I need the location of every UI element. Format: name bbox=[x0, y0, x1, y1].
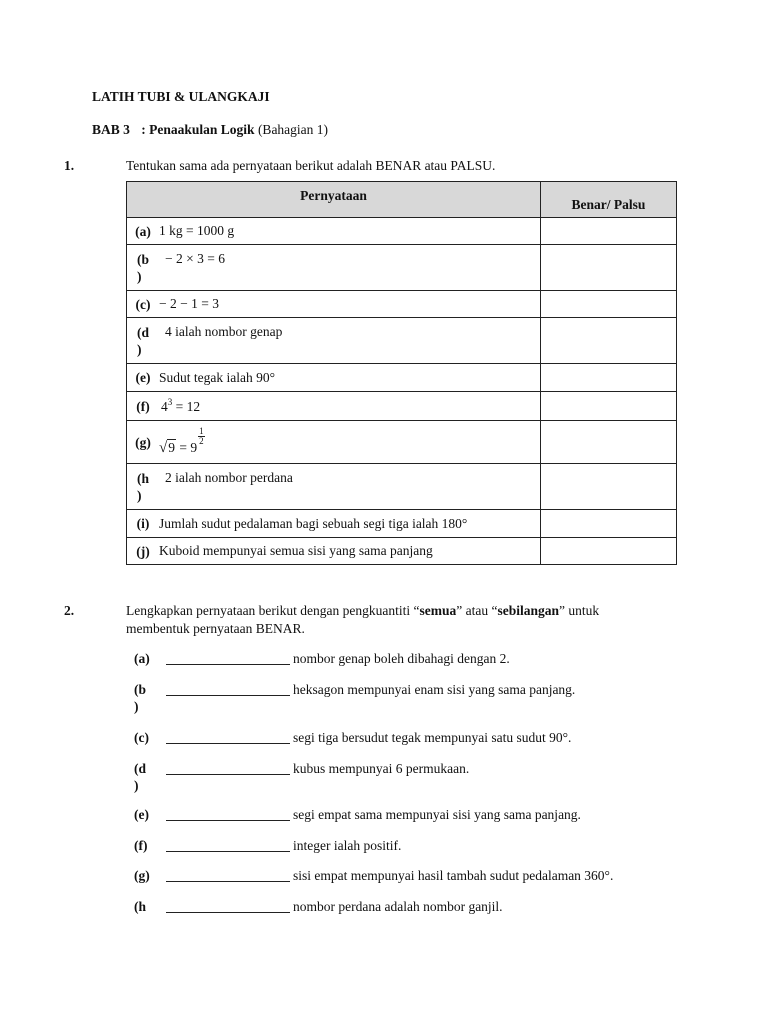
row-statement: 4 ialah nombor genap bbox=[165, 324, 283, 339]
statement-table bbox=[126, 181, 677, 565]
answer-cell[interactable] bbox=[541, 364, 677, 392]
answer-cell[interactable] bbox=[541, 318, 677, 364]
table-row bbox=[127, 364, 677, 392]
table-header-row bbox=[127, 182, 677, 218]
item-text: nombor genap boleh dibahagi dengan 2. bbox=[293, 651, 510, 666]
row-label: (j) bbox=[136, 543, 150, 559]
row-statement: Kuboid mempunyai semua sisi yang sama panjang bbox=[159, 543, 433, 558]
row-statement: √9 = 9 $\frac{1}{2}$ bbox=[159, 426, 204, 456]
table-row bbox=[127, 392, 677, 421]
keyword-sebilangan: sebilangan bbox=[497, 603, 560, 618]
answer-blank[interactable] bbox=[166, 867, 290, 882]
row-label: (i) bbox=[136, 516, 150, 531]
q1-instruction: Tentukan sama ada pernyataan berikut adalah BENAR atau PALSU. bbox=[126, 158, 496, 173]
chapter-heading bbox=[92, 122, 328, 138]
row-label: (a) bbox=[135, 223, 151, 239]
table-row bbox=[127, 538, 677, 565]
answer-cell[interactable] bbox=[541, 218, 677, 245]
q2-instruction-line2: membentuk pernyataan BENAR. bbox=[126, 621, 305, 636]
answer-cell[interactable] bbox=[541, 291, 677, 318]
item-text: segi tiga bersudut tegak mempunyai satu sudut 90°. bbox=[293, 730, 572, 745]
row-statement: Sudut tegak ialah 90° bbox=[159, 369, 276, 385]
answer-cell[interactable] bbox=[541, 464, 677, 510]
keyword-semua: semua bbox=[419, 603, 457, 618]
row-label: (c) bbox=[135, 296, 151, 312]
answer-cell[interactable] bbox=[541, 245, 677, 291]
item-label: (a) bbox=[134, 651, 150, 666]
item-label: (h bbox=[134, 899, 147, 914]
item-text: heksagon mempunyai enam sisi yang sama panjang. bbox=[293, 682, 576, 697]
table-row bbox=[127, 245, 677, 291]
answer-cell[interactable] bbox=[541, 510, 677, 538]
table-row bbox=[127, 218, 677, 245]
table-row bbox=[127, 421, 677, 464]
row-statement: 1 kg = 1000 g bbox=[159, 223, 235, 238]
answer-blank[interactable] bbox=[166, 806, 290, 821]
item-label: (d ) bbox=[134, 761, 147, 793]
answer-blank[interactable] bbox=[166, 650, 290, 665]
row-statement: − 2 − 1 = 3 bbox=[159, 296, 219, 311]
chapter-separator: : bbox=[141, 122, 146, 137]
fraction-exponent: $\frac{1}{2}$ bbox=[199, 426, 204, 446]
row-statement: − 2 × 3 = 6 bbox=[165, 251, 225, 266]
row-label: (g) bbox=[135, 434, 151, 450]
item-text: integer ialah positif. bbox=[293, 838, 402, 853]
row-label: (b ) bbox=[137, 252, 150, 284]
q2-instruction: Lengkapkan pernyataan berikut dengan pengkuantiti “semua” atau “sebilangan” untuk bbox=[126, 603, 600, 618]
item-text: nombor perdana adalah nombor ganjil. bbox=[293, 899, 503, 914]
answer-blank[interactable] bbox=[166, 837, 290, 852]
col-header-statement: Pernyataan bbox=[127, 182, 541, 218]
col-header-answer: Benar/ Palsu bbox=[541, 182, 677, 218]
row-label: (h ) bbox=[137, 471, 150, 503]
answer-blank[interactable] bbox=[166, 760, 290, 775]
item-label: (e) bbox=[134, 807, 149, 822]
answer-cell[interactable] bbox=[541, 421, 677, 464]
square-root-icon: √9 bbox=[159, 440, 175, 456]
item-text: sisi empat mempunyai hasil tambah sudut pedalaman 360°. bbox=[293, 868, 614, 883]
item-text: kubus mempunyai 6 permukaan. bbox=[293, 761, 470, 776]
table-row bbox=[127, 464, 677, 510]
table-row bbox=[127, 291, 677, 318]
answer-cell[interactable] bbox=[541, 538, 677, 565]
table-row bbox=[127, 318, 677, 364]
table-row bbox=[127, 510, 677, 538]
row-statement: 2 ialah nombor perdana bbox=[165, 470, 293, 485]
chapter-code: BAB 3 bbox=[92, 122, 130, 137]
chapter-name: Penaakulan Logik bbox=[149, 122, 255, 137]
item-text: segi empat sama mempunyai sisi yang sama panjang. bbox=[293, 807, 581, 822]
row-label: (d ) bbox=[137, 325, 150, 357]
q2-number: 2. bbox=[64, 603, 75, 618]
worksheet-title: LATIH TUBI & ULANGKAJI bbox=[92, 89, 270, 104]
item-label: (b ) bbox=[134, 682, 147, 714]
answer-cell[interactable] bbox=[541, 392, 677, 421]
row-label: (e) bbox=[135, 370, 151, 385]
item-label: (g) bbox=[134, 868, 150, 883]
answer-blank[interactable] bbox=[166, 898, 290, 913]
q1-number: 1. bbox=[64, 158, 75, 173]
item-label: (c) bbox=[134, 730, 149, 745]
exponent: 3 bbox=[167, 397, 173, 407]
row-statement: Jumlah sudut pedalaman bagi sebuah segi tiga ialah 180° bbox=[159, 515, 468, 531]
row-label: (f) bbox=[136, 398, 150, 414]
chapter-part: (Bahagian 1) bbox=[257, 122, 329, 137]
item-label: (f) bbox=[134, 838, 148, 853]
answer-blank[interactable] bbox=[166, 681, 290, 696]
row-statement: $4^3 = 12$ bbox=[161, 397, 201, 414]
answer-blank[interactable] bbox=[166, 729, 290, 744]
